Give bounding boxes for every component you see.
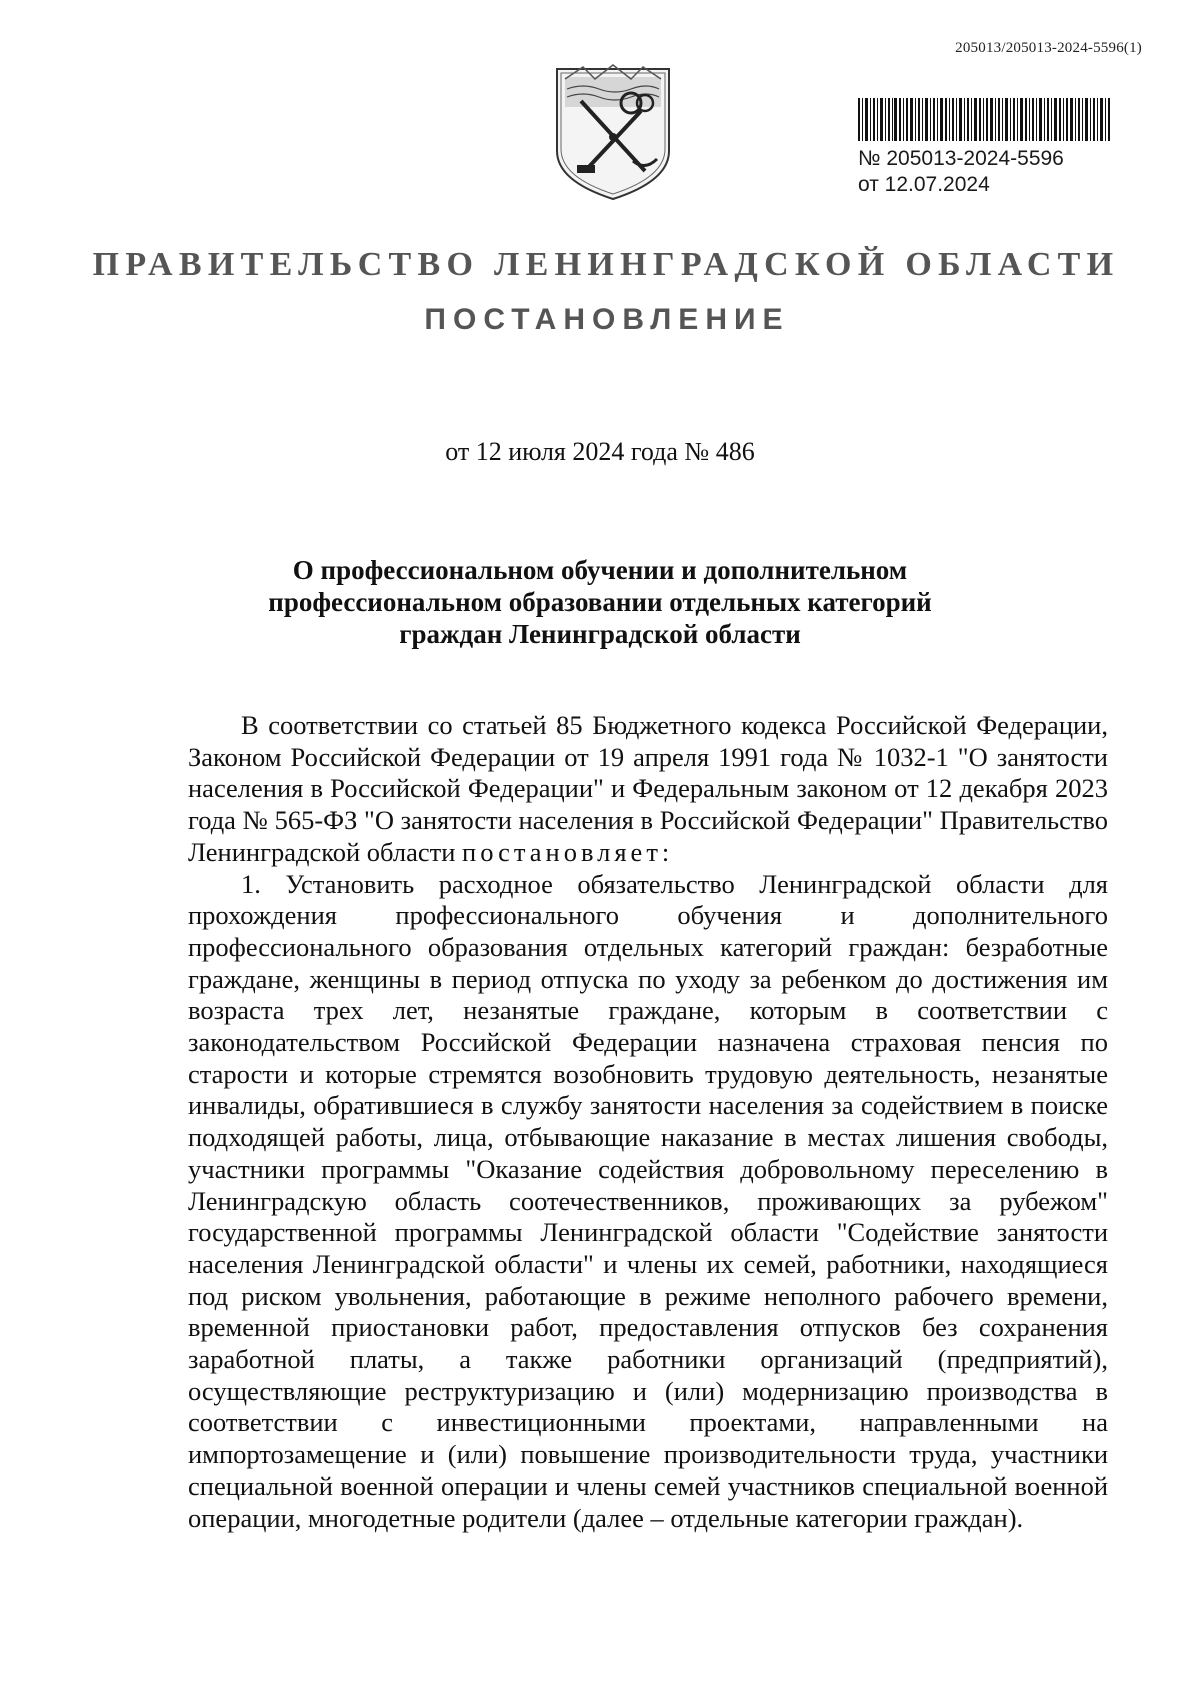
registration-stamp <box>858 146 1064 198</box>
preamble-paragraph <box>188 710 1108 869</box>
document-body <box>188 710 1108 1534</box>
registration-date: от 12.07.2024 <box>858 173 990 196</box>
title-line: профессиональном образовании отдельных категорий <box>268 587 932 617</box>
leningrad-oblast-coat-of-arms-icon <box>553 59 673 201</box>
top-reference-number: 205013/205013-2024-5596(1) <box>955 40 1142 56</box>
title-line: граждан Ленинградской области <box>399 619 801 649</box>
document-type-heading: ПОСТАНОВЛЕНИЕ <box>424 303 790 336</box>
preamble-text: В соответствии со статьей 85 Бюджетного кодекса Российской Федерации, Законом Российской Федерации от 19 апреля 1991 года № 1032-1 "О занятости населения в Российской Федерации" и Федеральным законом от 12 декабря 2023 года № 565-ФЗ "О занятости населения в Российской Федерации" Правительство Ленинградской области <box>188 710 1108 867</box>
barcode-icon <box>858 98 1110 141</box>
issuer-heading: ПРАВИТЕЛЬСТВО ЛЕНИНГРАДСКОЙ ОБЛАСТИ <box>92 246 1120 283</box>
resolves-word: постановляет: <box>462 836 674 867</box>
item-1-paragraph: 1. Установить расходное обязательство Ленинградской области для прохождения профессионального обучения и дополнительного профессионального образования отдельных категорий граждан: безработные граждане, женщины в период отпуска по уходу за ребенком до достижения им возраста трех лет, незанятые граждане, которым в соответствии с законодательством Российской Федерации назначена страховая пенсия по старости и которые стремятся возобновить трудовую деятельность, незанятые инвалиды, обратившиеся в службу занятости населения за содействием в поиске подходящей работы, лица, отбывающие наказание в местах лишения свободы, участники программы "Оказание содействия добровольному переселению в Ленинградскую область соотечественников, проживающих за рубежом" государственной программы Ленинградской области "Содействие занятости населения Ленинградской области" и члены их семей, работники, находящиеся под риском увольнения, работающие в режиме неполного рабочего времени, временной приостановки работ, предоставления отпусков без сохранения заработной платы, а также работники организаций (предприятий), осуществляющие реструктуризацию и (или) модернизацию производства в соответствии с инвестиционными проектами, направленными на импортозамещение и (или) повышение производительности труда, участники специальной военной операции и члены семей участников специальной военной операции, многодетные родители (далее – отдельные категории граждан). <box>188 868 1108 1533</box>
registration-number: № 205013-2024-5596 <box>858 147 1064 170</box>
document-date-number: от 12 июля 2024 года № 486 <box>445 437 755 466</box>
document-title <box>200 554 1000 650</box>
title-line: О профессиональном обучении и дополнительном <box>292 555 908 585</box>
